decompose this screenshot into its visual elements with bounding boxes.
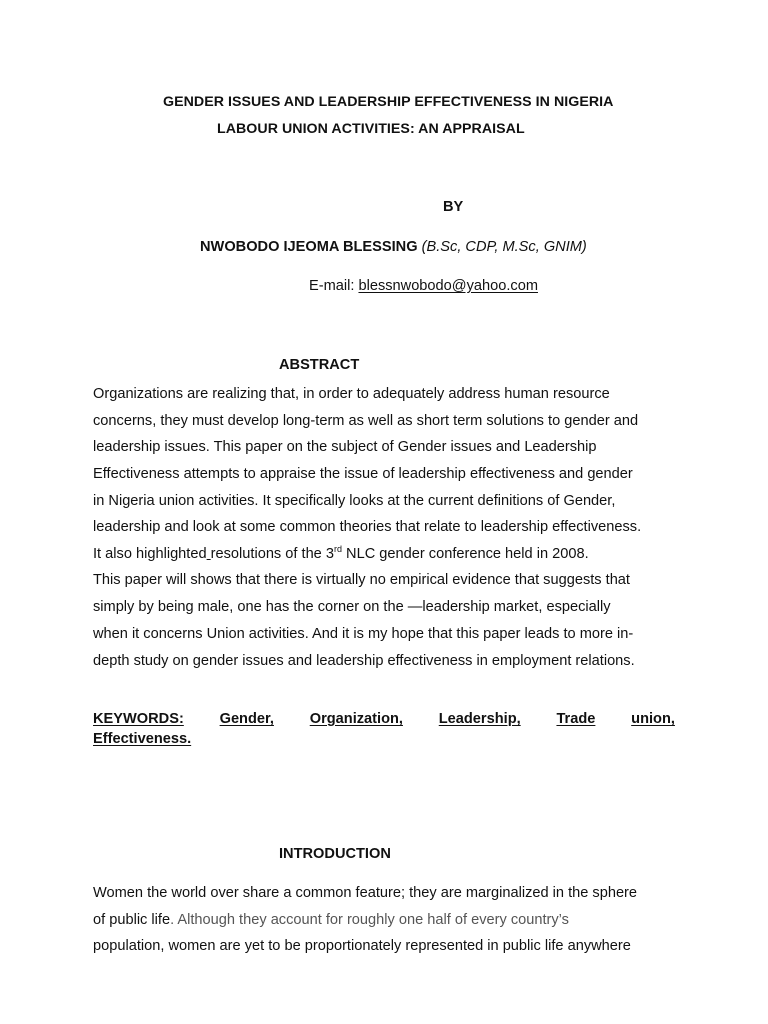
abstract-line-10: when it concerns Union activities. And it is my hope that this paper leads to more in- bbox=[93, 626, 634, 642]
keyword-item: Organization, bbox=[309, 711, 403, 727]
keyword-item-last: Effectiveness. bbox=[93, 731, 192, 747]
keyword-item: Trade bbox=[556, 711, 596, 727]
by-label: BY bbox=[443, 199, 464, 215]
abstract-line-7-a: It also highlighted bbox=[93, 546, 207, 562]
abstract-heading: ABSTRACT bbox=[279, 357, 360, 373]
keyword-item: union, bbox=[631, 711, 675, 727]
introduction-heading: INTRODUCTION bbox=[279, 846, 391, 862]
intro-line-1: Women the world over share a common feature; they are marginalized in the sphere bbox=[93, 885, 638, 901]
intro-line-2-a: of public life bbox=[93, 912, 171, 928]
abstract-line-7-c: NLC gender conference held in 2008. bbox=[342, 546, 589, 562]
author-line bbox=[200, 239, 587, 255]
intro-line-2-b: . Although they account for roughly one half of every country’s bbox=[170, 912, 569, 928]
email-line bbox=[309, 278, 538, 294]
keyword-item: Leadership, bbox=[438, 711, 521, 727]
abstract-line-3: leadership issues. This paper on the subject of Gender issues and Leadership bbox=[93, 439, 597, 455]
ordinal-superscript: rd bbox=[333, 544, 342, 554]
email-label: E-mail: bbox=[309, 278, 355, 294]
abstract-line-5: in Nigeria union activities. It specifically looks at the current definitions of Gender, bbox=[93, 493, 616, 509]
keywords-row bbox=[93, 711, 675, 727]
author-name: NWOBODO IJEOMA BLESSING bbox=[200, 239, 418, 255]
abstract-line-11: depth study on gender issues and leadership effectiveness in employment relations. bbox=[93, 653, 635, 669]
abstract-line-9: simply by being male, one has the corner on the —leadership market, especially bbox=[93, 599, 611, 615]
abstract-line-7 bbox=[93, 546, 589, 562]
title-line-1: GENDER ISSUES AND LEADERSHIP EFFECTIVENESS IN NIGERIA bbox=[163, 94, 614, 110]
abstract-line-1: Organizations are realizing that, in order to adequately address human resource bbox=[93, 386, 610, 402]
title-line-2: LABOUR UNION ACTIVITIES: AN APPRAISAL bbox=[217, 121, 525, 137]
intro-line-2 bbox=[93, 912, 569, 928]
keyword-item: Gender, bbox=[219, 711, 274, 727]
intro-line-3: population, women are yet to be proportionately represented in public life anywhere bbox=[93, 938, 631, 954]
abstract-line-4: Effectiveness attempts to appraise the issue of leadership effectiveness and gender bbox=[93, 466, 633, 482]
abstract-line-7-b: resolutions of the 3 bbox=[210, 546, 334, 562]
author-credentials: (B.Sc, CDP, M.Sc, GNIM) bbox=[421, 239, 587, 255]
abstract-line-8: This paper will shows that there is virtually no empirical evidence that suggests that bbox=[93, 572, 630, 588]
keywords-label: KEYWORDS: bbox=[93, 711, 184, 727]
email-link[interactable]: blessnwobodo@yahoo.com bbox=[358, 278, 538, 294]
keywords-block bbox=[93, 711, 675, 747]
abstract-line-2: concerns, they must develop long-term as well as short term solutions to gender and bbox=[93, 413, 639, 429]
abstract-line-6: leadership and look at some common theories that relate to leadership effectiveness. bbox=[93, 519, 642, 535]
